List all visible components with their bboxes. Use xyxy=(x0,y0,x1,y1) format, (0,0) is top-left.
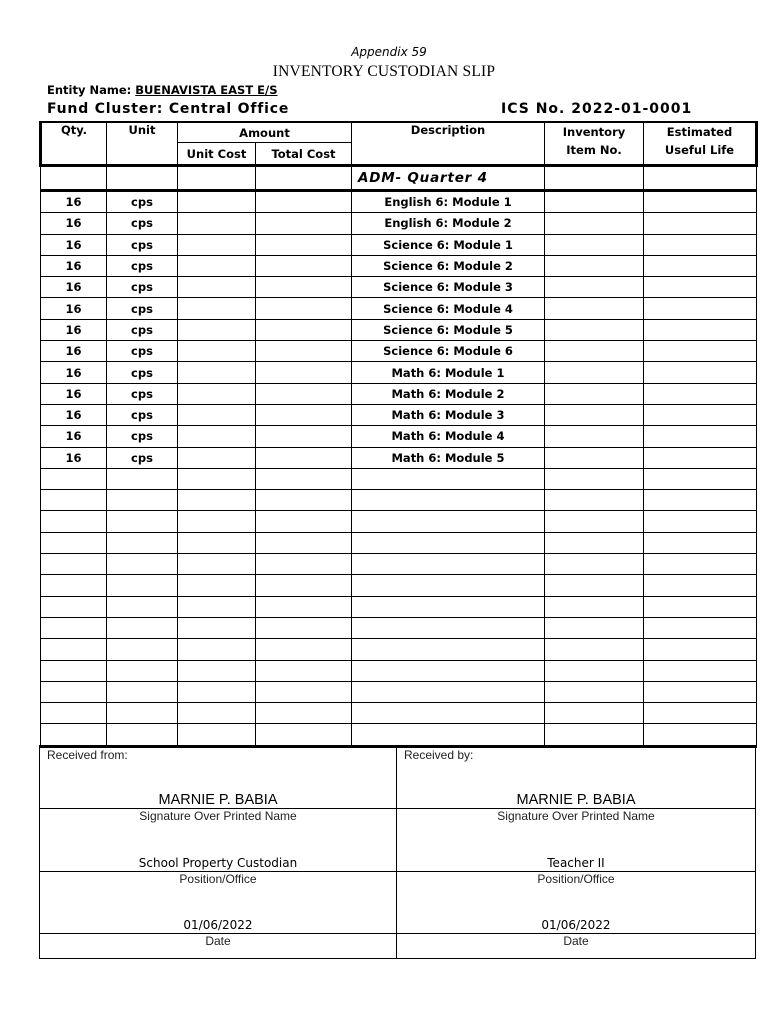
cell-unit-cost xyxy=(178,447,256,468)
entity-label: Entity Name: xyxy=(47,83,132,97)
cell-total-cost xyxy=(256,383,352,404)
cell-useful-life xyxy=(644,213,757,234)
cell-unit xyxy=(107,681,178,702)
section-cell xyxy=(545,166,644,191)
header-description: Description xyxy=(352,122,545,166)
cell-qty xyxy=(41,639,107,660)
document-title: INVENTORY CUSTODIAN SLIP xyxy=(272,63,496,80)
cell-total-cost xyxy=(256,660,352,681)
cell-unit-cost xyxy=(178,490,256,511)
cell-inventory-item-no xyxy=(545,191,644,213)
header-unit-cost: Unit Cost xyxy=(178,143,256,166)
entity-name xyxy=(47,83,278,97)
signature-block xyxy=(39,745,756,959)
cell-inventory-item-no xyxy=(545,298,644,319)
cell-total-cost xyxy=(256,490,352,511)
cell-description: Science 6: Module 3 xyxy=(352,277,545,298)
cell-qty xyxy=(41,617,107,638)
cell-useful-life xyxy=(644,617,757,638)
cell-unit xyxy=(107,660,178,681)
cell-unit xyxy=(107,511,178,532)
header-unit: Unit xyxy=(107,122,178,166)
cell-inventory-item-no xyxy=(545,255,644,276)
cell-inventory-item-no xyxy=(545,319,644,340)
received-from-name: MARNIE P. BABIA xyxy=(158,791,278,808)
cell-unit xyxy=(107,703,178,724)
cell-total-cost xyxy=(256,404,352,425)
cell-unit: cps xyxy=(107,404,178,425)
table-row xyxy=(41,213,757,234)
cell-unit-cost xyxy=(178,255,256,276)
header-inventory-line1: Inventory xyxy=(562,125,626,139)
cell-useful-life xyxy=(644,681,757,702)
cell-total-cost xyxy=(256,575,352,596)
cell-unit: cps xyxy=(107,426,178,447)
section-cell xyxy=(41,166,107,191)
received-by-cell xyxy=(397,745,756,808)
header-qty: Qty. xyxy=(41,122,107,166)
entity-value: BUENAVISTA EAST E/S xyxy=(135,83,278,97)
table-row xyxy=(41,490,757,511)
cell-qty: 16 xyxy=(41,213,107,234)
cell-unit xyxy=(107,596,178,617)
cell-qty: 16 xyxy=(41,234,107,255)
cell-total-cost xyxy=(256,724,352,746)
cell-qty: 16 xyxy=(41,341,107,362)
cell-unit-cost xyxy=(178,575,256,596)
cell-unit-cost xyxy=(178,383,256,404)
cell-total-cost xyxy=(256,298,352,319)
cell-unit: cps xyxy=(107,255,178,276)
cell-inventory-item-no xyxy=(545,575,644,596)
cell-unit: cps xyxy=(107,191,178,213)
cell-qty xyxy=(41,511,107,532)
received-by-name: MARNIE P. BABIA xyxy=(516,791,636,808)
cell-inventory-item-no xyxy=(545,511,644,532)
cell-unit-cost xyxy=(178,404,256,425)
cell-useful-life xyxy=(644,319,757,340)
cell-total-cost xyxy=(256,426,352,447)
cell-inventory-item-no xyxy=(545,724,644,746)
header-useful-line1: Estimated xyxy=(666,125,733,139)
cell-unit xyxy=(107,724,178,746)
ics-number: ICS No. 2022-01-0001 xyxy=(501,101,693,117)
table-row xyxy=(41,596,757,617)
header-useful-life xyxy=(644,122,757,166)
cell-unit-cost xyxy=(178,362,256,383)
cell-unit-cost xyxy=(178,660,256,681)
header-total-cost: Total Cost xyxy=(256,143,352,166)
cell-unit-cost xyxy=(178,511,256,532)
cell-useful-life xyxy=(644,490,757,511)
cell-inventory-item-no xyxy=(545,468,644,489)
cell-description: Science 6: Module 2 xyxy=(352,255,545,276)
cell-useful-life xyxy=(644,468,757,489)
cell-qty xyxy=(41,703,107,724)
cell-unit: cps xyxy=(107,213,178,234)
section-cell xyxy=(178,166,256,191)
table-row xyxy=(41,575,757,596)
cell-unit-cost xyxy=(178,191,256,213)
section-cell xyxy=(644,166,757,191)
cell-unit-cost xyxy=(178,319,256,340)
from-position-caption: Position/Office xyxy=(179,871,257,886)
cell-useful-life xyxy=(644,532,757,553)
table-row xyxy=(41,532,757,553)
by-signature-caption: Signature Over Printed Name xyxy=(497,808,655,823)
cell-description: English 6: Module 1 xyxy=(352,191,545,213)
cell-inventory-item-no xyxy=(545,213,644,234)
cell-qty: 16 xyxy=(41,298,107,319)
section-row xyxy=(41,166,757,191)
cell-description xyxy=(352,511,545,532)
section-title: ADM- Quarter 4 xyxy=(352,166,545,191)
cell-unit-cost xyxy=(178,298,256,319)
cell-description xyxy=(352,617,545,638)
cell-useful-life xyxy=(644,660,757,681)
cell-useful-life xyxy=(644,341,757,362)
cell-description: Science 6: Module 4 xyxy=(352,298,545,319)
cell-description: Math 6: Module 5 xyxy=(352,447,545,468)
cell-description: English 6: Module 2 xyxy=(352,213,545,234)
cell-qty xyxy=(41,490,107,511)
cell-total-cost xyxy=(256,681,352,702)
cell-total-cost xyxy=(256,639,352,660)
cell-inventory-item-no xyxy=(545,447,644,468)
cell-unit: cps xyxy=(107,362,178,383)
cell-qty: 16 xyxy=(41,404,107,425)
cell-useful-life xyxy=(644,511,757,532)
cell-unit-cost xyxy=(178,639,256,660)
cell-qty: 16 xyxy=(41,255,107,276)
cell-qty xyxy=(41,468,107,489)
cell-qty xyxy=(41,596,107,617)
cell-description: Science 6: Module 1 xyxy=(352,234,545,255)
table-row xyxy=(41,404,757,425)
cell-unit-cost xyxy=(178,532,256,553)
from-date-caption: Date xyxy=(205,933,231,948)
cell-qty xyxy=(41,660,107,681)
cell-useful-life xyxy=(644,554,757,575)
cell-description xyxy=(352,660,545,681)
cell-unit-cost xyxy=(178,703,256,724)
cell-unit xyxy=(107,639,178,660)
cell-unit xyxy=(107,554,178,575)
cell-qty: 16 xyxy=(41,191,107,213)
table-row xyxy=(41,298,757,319)
cell-inventory-item-no xyxy=(545,639,644,660)
cell-description xyxy=(352,554,545,575)
table-row xyxy=(41,617,757,638)
cell-qty xyxy=(41,724,107,746)
cell-unit-cost xyxy=(178,213,256,234)
cell-unit xyxy=(107,468,178,489)
cell-unit-cost xyxy=(178,234,256,255)
cell-unit-cost xyxy=(178,554,256,575)
cell-useful-life xyxy=(644,447,757,468)
from-date-cell xyxy=(40,871,397,933)
cell-useful-life xyxy=(644,277,757,298)
table-row xyxy=(41,362,757,383)
cell-unit: cps xyxy=(107,447,178,468)
cell-total-cost xyxy=(256,362,352,383)
table-row xyxy=(41,660,757,681)
from-date: 01/06/2022 xyxy=(183,917,253,932)
table-row xyxy=(41,277,757,298)
cell-inventory-item-no xyxy=(545,277,644,298)
cell-unit-cost xyxy=(178,341,256,362)
table-row xyxy=(41,255,757,276)
received-by-label: Received by: xyxy=(404,748,474,762)
cell-description: Math 6: Module 2 xyxy=(352,383,545,404)
inventory-table xyxy=(39,121,758,748)
cell-description xyxy=(352,724,545,746)
received-from-cell xyxy=(40,745,397,808)
cell-useful-life xyxy=(644,383,757,404)
cell-description xyxy=(352,468,545,489)
cell-useful-life xyxy=(644,298,757,319)
section-cell xyxy=(256,166,352,191)
cell-inventory-item-no xyxy=(545,383,644,404)
by-date-cell xyxy=(397,871,756,933)
cell-description: Math 6: Module 4 xyxy=(352,426,545,447)
cell-description: Math 6: Module 3 xyxy=(352,404,545,425)
by-date: 01/06/2022 xyxy=(541,917,611,932)
cell-description: Science 6: Module 5 xyxy=(352,319,545,340)
cell-useful-life xyxy=(644,255,757,276)
cell-useful-life xyxy=(644,724,757,746)
cell-inventory-item-no xyxy=(545,554,644,575)
cell-total-cost xyxy=(256,596,352,617)
cell-inventory-item-no xyxy=(545,703,644,724)
cell-total-cost xyxy=(256,213,352,234)
by-date-caption: Date xyxy=(563,933,589,948)
cell-total-cost xyxy=(256,617,352,638)
table-row xyxy=(41,468,757,489)
cell-description xyxy=(352,490,545,511)
table-row xyxy=(41,426,757,447)
cell-unit-cost xyxy=(178,426,256,447)
section-cell xyxy=(107,166,178,191)
cell-useful-life xyxy=(644,404,757,425)
table-row xyxy=(41,703,757,724)
cell-qty: 16 xyxy=(41,277,107,298)
appendix-label: Appendix 59 xyxy=(351,45,427,59)
table-row xyxy=(41,511,757,532)
header-useful-line2: Useful Life xyxy=(664,143,735,157)
from-date-caption-cell xyxy=(40,933,397,958)
cell-description: Science 6: Module 6 xyxy=(352,341,545,362)
cell-qty: 16 xyxy=(41,362,107,383)
cell-unit-cost xyxy=(178,617,256,638)
cell-qty: 16 xyxy=(41,383,107,404)
cell-inventory-item-no xyxy=(545,234,644,255)
cell-total-cost xyxy=(256,341,352,362)
cell-total-cost xyxy=(256,319,352,340)
cell-unit: cps xyxy=(107,319,178,340)
cell-total-cost xyxy=(256,447,352,468)
cell-qty xyxy=(41,554,107,575)
cell-inventory-item-no xyxy=(545,404,644,425)
cell-qty xyxy=(41,532,107,553)
table-row xyxy=(41,554,757,575)
cell-unit xyxy=(107,575,178,596)
cell-useful-life xyxy=(644,703,757,724)
cell-inventory-item-no xyxy=(545,362,644,383)
cell-inventory-item-no xyxy=(545,660,644,681)
cell-inventory-item-no xyxy=(545,596,644,617)
cell-inventory-item-no xyxy=(545,681,644,702)
cell-unit-cost xyxy=(178,277,256,298)
cell-qty: 16 xyxy=(41,426,107,447)
table-row xyxy=(41,724,757,746)
cell-inventory-item-no xyxy=(545,490,644,511)
cell-inventory-item-no xyxy=(545,532,644,553)
cell-unit-cost xyxy=(178,596,256,617)
cell-description xyxy=(352,703,545,724)
cell-total-cost xyxy=(256,554,352,575)
by-date-caption-cell xyxy=(397,933,756,958)
cell-useful-life xyxy=(644,639,757,660)
header-inventory-line2: Item No. xyxy=(566,143,622,157)
fund-cluster: Fund Cluster: Central Office xyxy=(47,101,290,117)
table-row xyxy=(41,383,757,404)
table-row xyxy=(41,681,757,702)
from-signature-caption: Signature Over Printed Name xyxy=(139,808,297,823)
table-row xyxy=(41,341,757,362)
table-row xyxy=(41,639,757,660)
from-position: School Property Custodian xyxy=(138,855,298,870)
cell-unit-cost xyxy=(178,468,256,489)
cell-qty: 16 xyxy=(41,319,107,340)
cell-description xyxy=(352,532,545,553)
cell-unit xyxy=(107,490,178,511)
cell-description xyxy=(352,639,545,660)
cell-unit: cps xyxy=(107,298,178,319)
cell-description xyxy=(352,681,545,702)
cell-inventory-item-no xyxy=(545,341,644,362)
cell-useful-life xyxy=(644,596,757,617)
cell-description: Math 6: Module 1 xyxy=(352,362,545,383)
cell-description xyxy=(352,575,545,596)
cell-useful-life xyxy=(644,191,757,213)
cell-total-cost xyxy=(256,532,352,553)
by-position: Teacher II xyxy=(547,855,605,870)
cell-unit xyxy=(107,532,178,553)
cell-unit: cps xyxy=(107,277,178,298)
by-position-caption: Position/Office xyxy=(537,871,615,886)
cell-qty xyxy=(41,681,107,702)
cell-useful-life xyxy=(644,234,757,255)
cell-qty: 16 xyxy=(41,447,107,468)
table-row xyxy=(41,234,757,255)
cell-unit: cps xyxy=(107,383,178,404)
from-position-cell xyxy=(40,808,397,871)
cell-total-cost xyxy=(256,191,352,213)
table-row xyxy=(41,191,757,213)
cell-unit: cps xyxy=(107,234,178,255)
table-row xyxy=(41,447,757,468)
cell-total-cost xyxy=(256,703,352,724)
cell-total-cost xyxy=(256,234,352,255)
cell-unit: cps xyxy=(107,341,178,362)
cell-total-cost xyxy=(256,511,352,532)
cell-total-cost xyxy=(256,468,352,489)
cell-description xyxy=(352,596,545,617)
cell-useful-life xyxy=(644,575,757,596)
table-row xyxy=(41,319,757,340)
cell-total-cost xyxy=(256,255,352,276)
cell-unit-cost xyxy=(178,724,256,746)
cell-useful-life xyxy=(644,426,757,447)
by-position-cell xyxy=(397,808,756,871)
received-from-label: Received from: xyxy=(47,748,128,762)
cell-total-cost xyxy=(256,277,352,298)
cell-inventory-item-no xyxy=(545,617,644,638)
cell-inventory-item-no xyxy=(545,426,644,447)
header-inventory-item-no xyxy=(545,122,644,166)
cell-qty xyxy=(41,575,107,596)
header-amount: Amount xyxy=(178,122,352,143)
cell-unit xyxy=(107,617,178,638)
cell-unit-cost xyxy=(178,681,256,702)
cell-useful-life xyxy=(644,362,757,383)
